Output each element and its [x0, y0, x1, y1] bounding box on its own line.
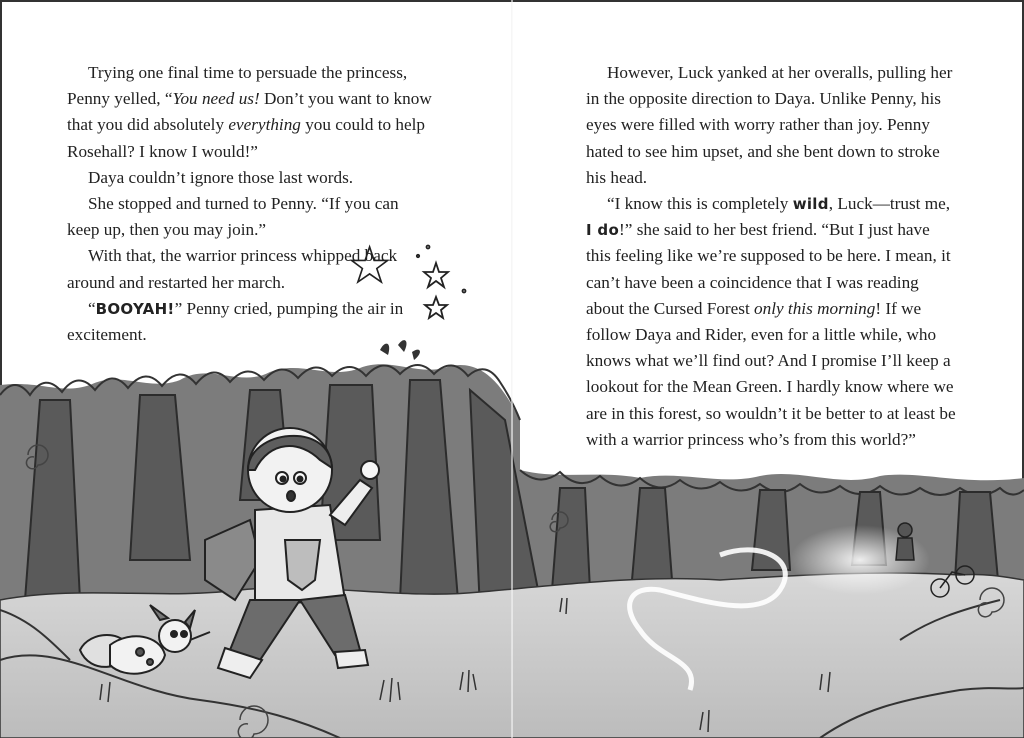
paragraph	[67, 60, 432, 165]
paragraph	[67, 296, 432, 348]
text-run: ! If we follow Daya and Rider, even for a little while, who knows what we’ll find out? And I promise I’ll keep a lookout for the Mean Green. I hardly know where we are in this forest, so wouldn’t it be better to at least be with a warrior princess who’s from this world?”	[586, 298, 956, 449]
text-run: !” she said to her best friend. “But I just have this feeling like we’re supposed to be here. I mean, it can’t have been a coincidence that I was reading about the Cursed Forest	[586, 220, 951, 318]
paragraph	[586, 191, 958, 453]
text-run: With that, the warrior princess whipped back around and restarted her march.	[67, 246, 398, 292]
text-comic: wild	[792, 195, 829, 214]
text-run: “I know this is completely	[607, 194, 793, 214]
text-run: “	[88, 298, 96, 318]
text-italic: everything	[228, 115, 301, 135]
paragraph	[67, 165, 432, 191]
text-run: Trying one final time to persuade the princess, Penny yelled, “	[67, 63, 408, 109]
text-run: However, Luck yanked at her overalls, pulling her in the opposite direction to Daya. Unlike Penny, his eyes were filled with worry rather than joy. Penny hated to see him upset, and she bent down to stroke his head.	[586, 63, 953, 187]
paragraph	[67, 243, 432, 295]
text-run: She stopped and turned to Penny. “If you can keep up, then you may join.”	[67, 194, 399, 240]
paragraph	[67, 191, 432, 243]
text-comic: BOOYAH!	[95, 299, 175, 318]
text-run: Don’t you want to know that you did absolutely	[67, 89, 432, 135]
left-page-text	[67, 60, 432, 348]
page-gutter	[511, 0, 513, 738]
text-run: you could to help Rosehall? I know I would!”	[67, 115, 426, 161]
text-run: , Luck—trust me,	[828, 194, 951, 214]
text-comic: I do	[586, 221, 620, 240]
text-run: Daya couldn’t ignore those last words.	[88, 167, 354, 187]
paragraph	[586, 60, 958, 191]
text-run: ” Penny cried, pumping the air in excitement.	[67, 298, 404, 345]
text-italic: You need us!	[172, 89, 260, 109]
right-page-text	[586, 60, 958, 453]
text-italic: only this morning	[754, 298, 876, 318]
